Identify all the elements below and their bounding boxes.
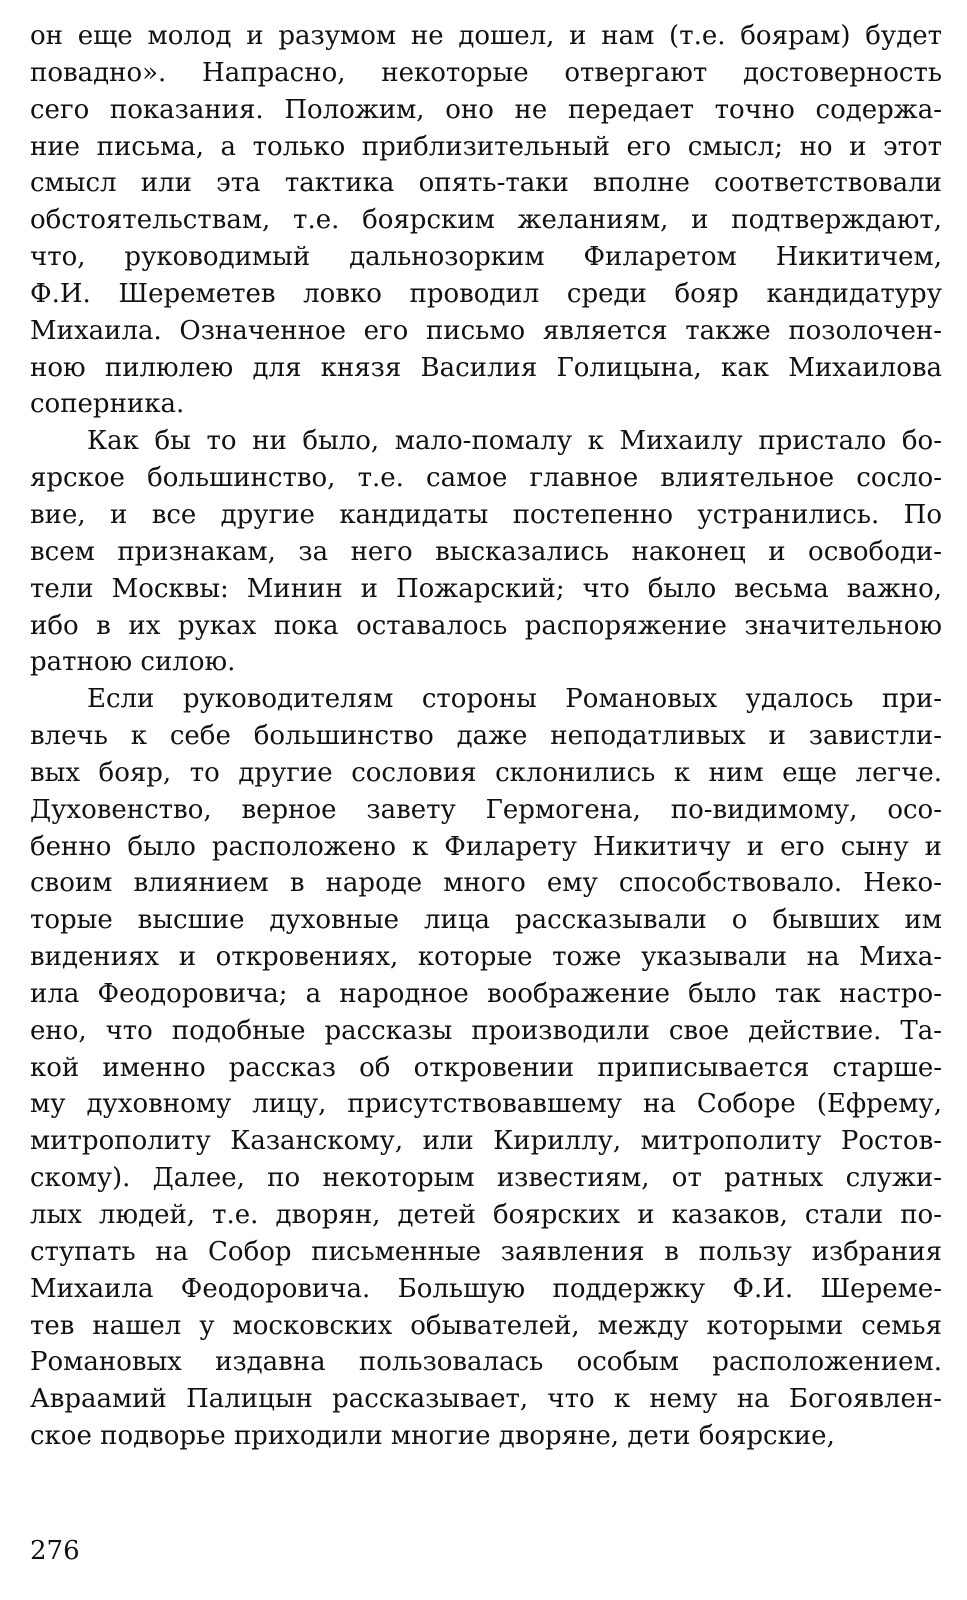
text-line: видениях и откровениях, которые тоже указывали на Миха- <box>30 942 942 973</box>
text-line: Михаила Феодоровича. Большую поддержку Ф.И. Шереме- <box>30 1273 942 1304</box>
paragraph <box>30 18 942 423</box>
text-line: Романовых издавна пользовалась особым расположением. <box>30 1347 942 1378</box>
text-line: Как бы то ни было, мало-помалу к Михаилу пристало бо- <box>87 426 942 457</box>
text-line: сего показания. Положим, оно не передает точно содержа- <box>30 94 942 125</box>
text-line: ступать на Собор письменные заявления в пользу избрания <box>30 1236 942 1267</box>
text-line: митрополиту Казанскому, или Кириллу, митрополиту Ростов- <box>30 1126 942 1157</box>
text-line: тели Москвы: Минин и Пожарский; что было весьма важно, <box>30 573 942 604</box>
text-line: ила Феодоровича; а народное воображение было так настро- <box>30 978 942 1009</box>
text-line: вых бояр, то другие сословия склонились к ним еще легче. <box>30 757 942 788</box>
text-line: вие, и все другие кандидаты постепенно устранились. По <box>30 499 942 530</box>
text-line: ярское большинство, т.е. самое главное влиятельное сосло- <box>30 463 942 494</box>
text-line: Духовенство, верное завету Гермогена, по-видимому, осо- <box>30 794 942 825</box>
text-line: повадно». Напрасно, некоторые отвергают достоверность <box>30 57 942 88</box>
text-line: тев нашел у московских обывателей, между которыми семья <box>30 1310 942 1341</box>
text-line: что, руководимый дальнозорким Филаретом Никитичем, <box>30 242 942 273</box>
text-line: соперника. <box>30 389 185 420</box>
paragraph <box>30 423 942 681</box>
text-line: ено, что подобные рассказы производили свое действие. Та- <box>30 1015 942 1046</box>
text-line: Авраамий Палицын рассказывает, что к нему на Богоявлен- <box>30 1384 942 1415</box>
text-line: Михаила. Означенное его письмо является также позолочен- <box>30 315 942 346</box>
page-number: 276 <box>30 1536 80 1566</box>
text-line: он еще молод и разумом не дошел, и нам (т.е. боярам) будет <box>30 21 942 51</box>
text-line: ною пилюлею для князя Василия Голицына, как Михаилова <box>30 352 942 383</box>
text-line: ское подворье приходили многие дворяне, дети боярские, <box>30 1421 835 1452</box>
text-line: ратною силою. <box>30 647 236 678</box>
text-line: лых людей, т.е. дворян, детей боярских и казаков, стали по- <box>30 1200 942 1230</box>
text-line: ибо в их руках пока оставалось распоряжение значительною <box>30 610 942 641</box>
text-line: смысл или эта тактика опять-таки вполне соответствовали <box>30 168 942 199</box>
text-line: Ф.И. Шереметев ловко проводил среди бояр кандидатуру <box>30 278 942 309</box>
text-line: бенно было расположено к Филарету Никитичу и его сыну и <box>30 831 942 862</box>
text-line: Если руководителям стороны Романовых удалось при- <box>87 684 942 715</box>
text-line: ние письма, а только приблизительный его смысл; но и этот <box>30 131 942 162</box>
text-line: обстоятельствам, т.е. боярским желаниям, и подтверждают, <box>30 205 942 236</box>
text-line: торые высшие духовные лица рассказывали о бывших им <box>30 905 942 936</box>
text-line: своим влиянием в народе много ему способствовало. Неко- <box>30 868 942 899</box>
text-line: влечь к себе большинство даже неподатливых и завистли- <box>30 721 942 752</box>
text-line: кой именно рассказ об откровении приписывается старше- <box>30 1052 942 1083</box>
text-line: скому). Далее, по некоторым известиям, от ратных служи- <box>30 1163 942 1194</box>
paragraph <box>30 681 942 1455</box>
body-text <box>30 18 942 1455</box>
text-line: всем признакам, за него высказались наконец и освободи- <box>30 536 942 567</box>
text-line: му духовному лицу, присутствовавшему на Соборе (Ефрему, <box>30 1089 942 1120</box>
